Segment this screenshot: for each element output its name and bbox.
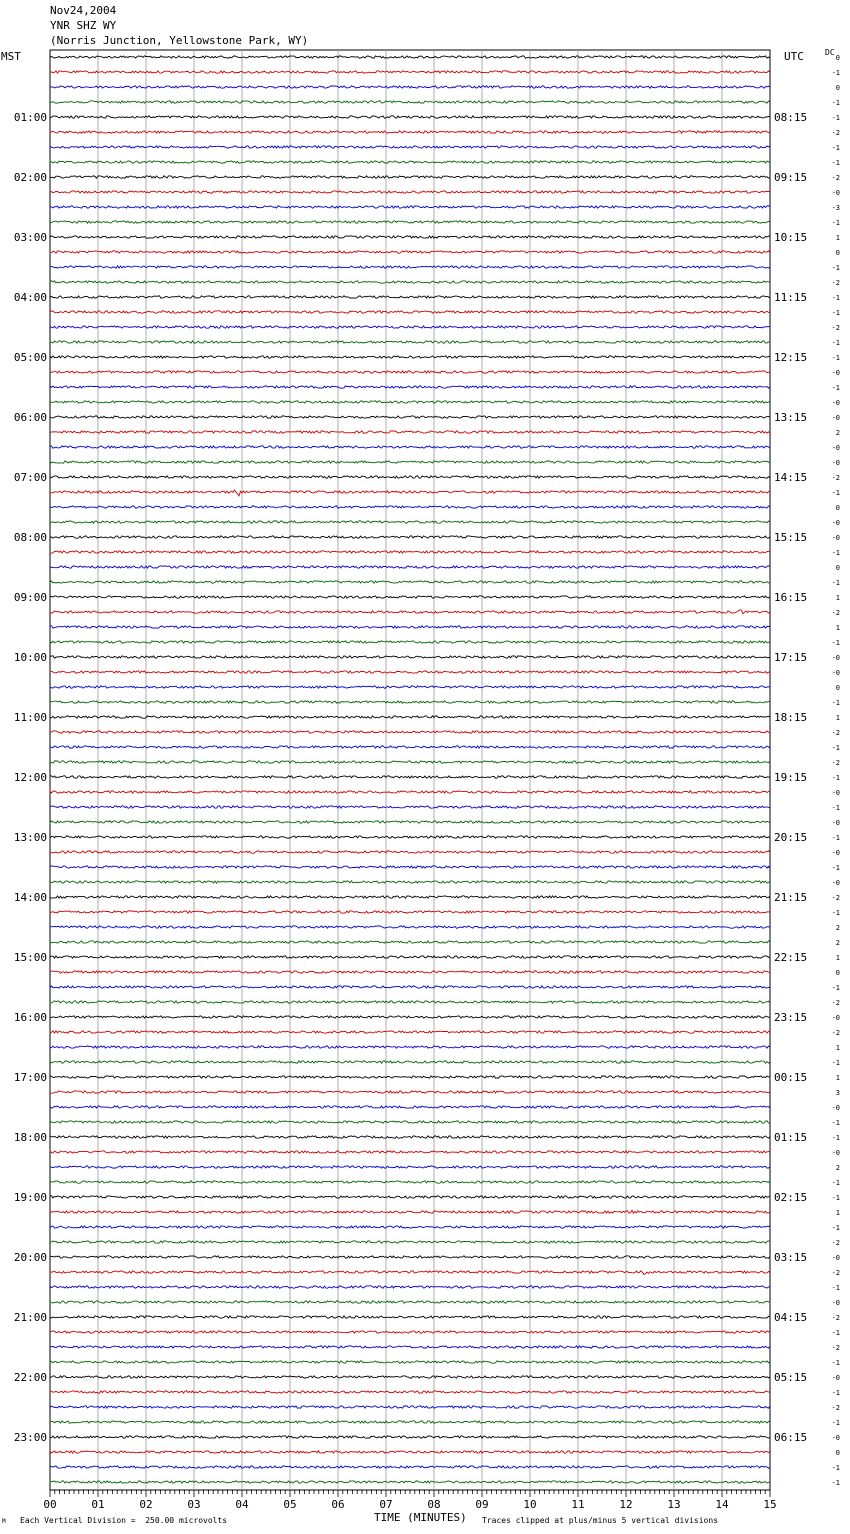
dc-offset-label: -2: [831, 279, 840, 287]
x-tick-label: 03: [187, 1498, 201, 1511]
mst-hour-label: 17:00: [13, 1071, 47, 1084]
seismic-trace-row: [50, 956, 770, 958]
seismic-trace-row: [50, 776, 770, 778]
seismic-trace-row: [50, 221, 770, 223]
dc-offset-label: -2: [831, 759, 840, 767]
seismic-trace-row: [50, 1076, 770, 1078]
seismic-trace-row: [50, 311, 770, 313]
dc-offset-label: -1: [831, 264, 840, 272]
seismic-trace-row: [50, 1331, 770, 1333]
x-tick-label: 07: [379, 1498, 393, 1511]
utc-hour-label: 15:15: [774, 531, 808, 544]
right-timezone-label: UTC: [784, 50, 804, 63]
dc-offset-label: -0: [831, 849, 840, 857]
mst-hour-label: 09:00: [13, 591, 47, 604]
seismic-trace-row: [50, 1226, 770, 1228]
seismic-trace-row: [50, 1031, 770, 1033]
seismic-trace-row: [50, 446, 770, 448]
seismic-trace-row: [50, 101, 770, 103]
seismic-trace-row: [50, 176, 770, 178]
dc-offset-label: -2: [831, 474, 840, 482]
dc-offset-label: 1: [835, 714, 840, 722]
seismic-trace-row: [50, 206, 770, 208]
mst-hour-label: 13:00: [13, 831, 47, 844]
seismic-trace-row: [50, 161, 770, 163]
seismic-trace-row: [50, 1136, 770, 1138]
x-tick-label: 04: [235, 1498, 249, 1511]
utc-hour-label: 03:15: [774, 1251, 808, 1264]
seismic-trace-row: [50, 1481, 770, 1483]
dc-offset-label: -0: [831, 1374, 840, 1382]
utc-hour-label: 13:15: [774, 411, 808, 424]
seismic-trace-row: [50, 1271, 770, 1275]
utc-hour-label: 00:15: [774, 1071, 808, 1084]
seismic-trace-row: [50, 641, 770, 643]
seismic-trace-row: [50, 821, 770, 823]
mst-hour-label: 04:00: [13, 291, 47, 304]
mst-hour-label: 07:00: [13, 471, 47, 484]
seismic-trace-row: [50, 281, 770, 283]
utc-hour-label: 11:15: [774, 291, 808, 304]
plot-date: Nov24,2004: [50, 4, 117, 17]
dc-offset-label: -3: [831, 204, 840, 212]
seismic-trace-row: [50, 536, 770, 538]
dc-offset-label: 0: [835, 969, 840, 977]
x-axis-title: TIME (MINUTES): [374, 1511, 467, 1524]
seismic-trace-row: [50, 1466, 770, 1468]
dc-offset-label: -1: [831, 144, 840, 152]
seismic-trace-row: [50, 1016, 770, 1018]
dc-offset-label: -0: [831, 399, 840, 407]
dc-offset-label: -1: [831, 1464, 840, 1472]
mst-hour-label: 05:00: [13, 351, 47, 364]
dc-offset-label: -1: [831, 549, 840, 557]
utc-hour-label: 05:15: [774, 1371, 808, 1384]
dc-offset-label: 2: [835, 924, 840, 932]
seismic-trace-row: [50, 1091, 770, 1093]
dc-offset-label: -0: [831, 519, 840, 527]
dc-offset-label: 0: [835, 84, 840, 92]
mst-hour-label: 19:00: [13, 1191, 47, 1204]
seismic-trace-row: [50, 1151, 770, 1153]
vertical-scale-note: Each Vertical Division = 250.00 microvolts: [20, 1516, 228, 1525]
dc-offset-label: -2: [831, 1404, 840, 1412]
dc-offset-label: -0: [831, 534, 840, 542]
dc-offset-label: 2: [835, 429, 840, 437]
dc-offset-label: -1: [831, 384, 840, 392]
corner-mark: M: [2, 1518, 6, 1525]
seismic-trace-row: [50, 191, 770, 193]
dc-offset-label: 1: [835, 1044, 840, 1052]
dc-offset-label: -2: [831, 609, 840, 617]
seismic-trace-row: [50, 1421, 770, 1423]
seismic-trace-row: [50, 1376, 770, 1378]
seismic-trace-row: [50, 1391, 770, 1393]
seismic-trace-row: [50, 761, 770, 763]
mst-hour-label: 23:00: [13, 1431, 47, 1444]
mst-hour-label: 16:00: [13, 1011, 47, 1024]
dc-offset-label: -1: [831, 804, 840, 812]
seismic-trace-row: [50, 461, 770, 463]
dc-offset-label: -1: [831, 909, 840, 917]
dc-offset-label: -2: [831, 729, 840, 737]
dc-offset-label: -1: [831, 579, 840, 587]
utc-hour-label: 02:15: [774, 1191, 808, 1204]
seismic-trace-row: [50, 610, 770, 614]
dc-offset-label: 0: [835, 1449, 840, 1457]
utc-hour-label: 06:15: [774, 1431, 808, 1444]
dc-offset-label: -2: [831, 1239, 840, 1247]
utc-hour-label: 16:15: [774, 591, 808, 604]
mst-hour-label: 01:00: [13, 111, 47, 124]
seismic-trace-row: [50, 1046, 770, 1048]
dc-offset-label: -1: [831, 219, 840, 227]
utc-hour-label: 21:15: [774, 891, 808, 904]
seismic-trace-row: [50, 1241, 770, 1243]
seismic-trace-row: [50, 1301, 770, 1303]
dc-offset-label: -2: [831, 1269, 840, 1277]
dc-offset-label: -1: [831, 354, 840, 362]
utc-hour-label: 01:15: [774, 1131, 808, 1144]
seismic-trace-row: [50, 131, 770, 133]
mst-hour-label: 10:00: [13, 651, 47, 664]
seismic-trace-row: [50, 521, 770, 523]
seismic-trace-row: [50, 1436, 770, 1438]
x-tick-label: 01: [91, 1498, 105, 1511]
dc-offset-label: -1: [831, 1224, 840, 1232]
dc-offset-label: -1: [831, 1059, 840, 1067]
dc-offset-label: -0: [831, 444, 840, 452]
seismic-trace-row: [50, 686, 770, 688]
mst-hour-label: 20:00: [13, 1251, 47, 1264]
station-location: (Norris Junction, Yellowstone Park, WY): [50, 34, 309, 47]
dc-offset-label: -0: [831, 1434, 840, 1442]
dc-offset-label: -1: [831, 1134, 840, 1142]
x-tick-label: 12: [619, 1498, 633, 1511]
dc-offset-label: -1: [831, 69, 840, 77]
dc-offset-label: -1: [831, 1179, 840, 1187]
dc-offset-label: -2: [831, 894, 840, 902]
mst-hour-label: 18:00: [13, 1131, 47, 1144]
seismic-trace-row: [50, 1346, 770, 1348]
seismic-trace-row: [50, 806, 770, 808]
dc-offset-label: -1: [831, 864, 840, 872]
seismic-trace-row: [50, 86, 770, 88]
seismic-trace-row: [50, 1316, 770, 1318]
seismic-trace-row: [50, 1001, 770, 1003]
mst-hour-label: 14:00: [13, 891, 47, 904]
dc-offset-label: -0: [831, 369, 840, 377]
seismic-trace-row: [50, 506, 770, 508]
dc-offset-label: -1: [831, 1329, 840, 1337]
utc-hour-label: 08:15: [774, 111, 808, 124]
mst-hour-label: 21:00: [13, 1311, 47, 1324]
dc-offset-label: 1: [835, 594, 840, 602]
seismic-trace-row: [50, 1406, 770, 1408]
seismic-trace-row: [50, 851, 770, 853]
dc-offset-label: -1: [831, 834, 840, 842]
dc-offset-label: -0: [831, 189, 840, 197]
dc-offset-label: 0: [835, 564, 840, 572]
dc-offset-label: -0: [831, 1014, 840, 1022]
dc-offset-label: -0: [831, 459, 840, 467]
clip-note: Traces clipped at plus/minus 5 vertical divisions: [482, 1516, 719, 1525]
mst-hour-label: 03:00: [13, 231, 47, 244]
x-tick-label: 14: [715, 1498, 729, 1511]
dc-offset-label: 0: [835, 504, 840, 512]
dc-offset-label: -2: [831, 999, 840, 1007]
seismic-trace-row: [50, 1166, 770, 1168]
dc-offset-label: -2: [831, 174, 840, 182]
dc-offset-label: -1: [831, 1419, 840, 1427]
dc-offset-label: 0: [835, 54, 840, 62]
x-tick-label: 15: [763, 1498, 777, 1511]
seismic-trace-row: [50, 490, 770, 496]
seismic-trace-row: [50, 746, 770, 748]
mst-hour-label: 02:00: [13, 171, 47, 184]
seismic-trace-row: [50, 296, 770, 298]
mst-hour-label: 08:00: [13, 531, 47, 544]
dc-offset-label: -0: [831, 414, 840, 422]
x-tick-label: 13: [667, 1498, 681, 1511]
utc-hour-label: 09:15: [774, 171, 808, 184]
seismic-trace-row: [50, 731, 770, 733]
dc-offset-label: -1: [831, 984, 840, 992]
dc-offset-label: -0: [831, 654, 840, 662]
dc-offset-label: 1: [835, 234, 840, 242]
seismic-trace-row: [50, 881, 770, 883]
seismic-trace-row: [50, 701, 770, 703]
x-tick-label: 00: [43, 1498, 57, 1511]
dc-offset-label: -1: [831, 1194, 840, 1202]
dc-offset-label: 1: [835, 1074, 840, 1082]
dc-offset-label: -1: [831, 1284, 840, 1292]
utc-hour-label: 14:15: [774, 471, 808, 484]
seismic-trace-row: [50, 371, 770, 373]
dc-offset-label: -1: [831, 294, 840, 302]
dc-column-header: DC: [825, 48, 835, 57]
seismic-trace-row: [50, 716, 770, 718]
seismic-trace-row: [50, 866, 770, 868]
dc-offset-label: -1: [831, 99, 840, 107]
dc-offset-label: 3: [835, 1089, 840, 1097]
utc-hour-label: 22:15: [774, 951, 808, 964]
dc-offset-label: -1: [831, 489, 840, 497]
dc-offset-label: 1: [835, 954, 840, 962]
seismic-trace-row: [50, 251, 770, 253]
dc-offset-label: -0: [831, 1299, 840, 1307]
seismic-trace-row: [50, 236, 770, 238]
seismic-trace-row: [50, 341, 770, 343]
dc-offset-label: -0: [831, 879, 840, 887]
utc-hour-label: 23:15: [774, 1011, 808, 1024]
seismic-trace-row: [50, 146, 770, 148]
dc-offset-label: -0: [831, 669, 840, 677]
dc-offset-label: -1: [831, 159, 840, 167]
x-tick-label: 06: [331, 1498, 345, 1511]
x-tick-label: 11: [571, 1498, 585, 1511]
seismic-trace-row: [50, 1286, 770, 1288]
dc-offset-label: -1: [831, 699, 840, 707]
seismic-trace-row: [50, 896, 770, 898]
seismic-trace-row: [50, 1181, 770, 1183]
seismic-trace-row: [50, 656, 770, 658]
mst-hour-label: 11:00: [13, 711, 47, 724]
seismic-trace-row: [50, 1451, 770, 1453]
dc-offset-label: -1: [831, 1389, 840, 1397]
utc-hour-label: 18:15: [774, 711, 808, 724]
dc-offset-label: 1: [835, 1209, 840, 1217]
mst-hour-label: 22:00: [13, 1371, 47, 1384]
x-tick-label: 02: [139, 1498, 153, 1511]
seismic-trace-row: [50, 386, 770, 388]
seismic-trace-row: [50, 836, 770, 838]
seismic-trace-row: [50, 116, 770, 118]
dc-offset-label: -1: [831, 309, 840, 317]
utc-hour-label: 20:15: [774, 831, 808, 844]
dc-offset-label: -1: [831, 774, 840, 782]
dc-offset-label: -1: [831, 114, 840, 122]
x-tick-label: 05: [283, 1498, 297, 1511]
seismic-trace-row: [50, 791, 770, 793]
seismic-trace-row: [50, 971, 770, 973]
seismic-trace-row: [50, 1256, 770, 1258]
seismic-trace-row: [50, 266, 770, 268]
utc-hour-label: 10:15: [774, 231, 808, 244]
dc-offset-label: -2: [831, 129, 840, 137]
dc-offset-label: -0: [831, 1149, 840, 1157]
dc-offset-label: -2: [831, 324, 840, 332]
seismic-trace-row: [50, 1196, 770, 1198]
dc-offset-label: -2: [831, 1029, 840, 1037]
dc-offset-label: 0: [835, 249, 840, 257]
dc-offset-label: -1: [831, 1119, 840, 1127]
station-code: YNR SHZ WY: [50, 19, 117, 32]
seismic-trace-row: [50, 401, 770, 403]
seismic-trace-row: [50, 1061, 770, 1063]
left-timezone-label: MST: [1, 50, 21, 63]
seismic-trace-row: [50, 1106, 770, 1108]
x-tick-label: 09: [475, 1498, 489, 1511]
dc-offset-label: -0: [831, 789, 840, 797]
seismic-trace-row: [50, 1121, 770, 1123]
dc-offset-label: -1: [831, 1359, 840, 1367]
utc-hour-label: 04:15: [774, 1311, 808, 1324]
seismic-trace-row: [50, 911, 770, 913]
seismic-trace-row: [50, 476, 770, 478]
seismic-trace-row: [50, 566, 770, 568]
utc-hour-label: 19:15: [774, 771, 808, 784]
seismic-trace-row: [50, 926, 770, 928]
dc-offset-label: -2: [831, 1344, 840, 1352]
seismic-trace-row: [50, 71, 770, 73]
seismic-trace-row: [50, 671, 770, 673]
x-tick-label: 08: [427, 1498, 441, 1511]
seismic-trace-row: [50, 596, 770, 598]
seismic-trace-row: [50, 356, 770, 358]
dc-offset-label: -2: [831, 1314, 840, 1322]
dc-offset-label: 2: [835, 939, 840, 947]
seismic-trace-row: [50, 431, 770, 433]
seismic-trace-row: [50, 941, 770, 943]
seismic-trace-row: [50, 1210, 770, 1213]
seismic-trace-row: [50, 56, 770, 58]
seismic-trace-row: [50, 581, 770, 583]
dc-offset-label: -0: [831, 1104, 840, 1112]
dc-offset-label: -1: [831, 639, 840, 647]
dc-offset-label: -1: [831, 339, 840, 347]
dc-offset-label: -1: [831, 1479, 840, 1487]
seismic-trace-row: [50, 326, 770, 328]
seismic-trace-row: [50, 416, 770, 418]
seismic-trace-row: [50, 986, 770, 988]
utc-hour-label: 17:15: [774, 651, 808, 664]
dc-offset-label: -0: [831, 1254, 840, 1262]
dc-offset-label: -0: [831, 819, 840, 827]
x-tick-label: 10: [523, 1498, 537, 1511]
mst-hour-label: 12:00: [13, 771, 47, 784]
mst-hour-label: 06:00: [13, 411, 47, 424]
dc-offset-label: 1: [835, 624, 840, 632]
dc-offset-label: 0: [835, 684, 840, 692]
mst-hour-label: 15:00: [13, 951, 47, 964]
seismic-trace-row: [50, 626, 770, 628]
seismic-trace-row: [50, 551, 770, 553]
seismic-trace-row: [50, 1361, 770, 1363]
dc-offset-label: 2: [835, 1164, 840, 1172]
dc-offset-label: -1: [831, 744, 840, 752]
utc-hour-label: 12:15: [774, 351, 808, 364]
